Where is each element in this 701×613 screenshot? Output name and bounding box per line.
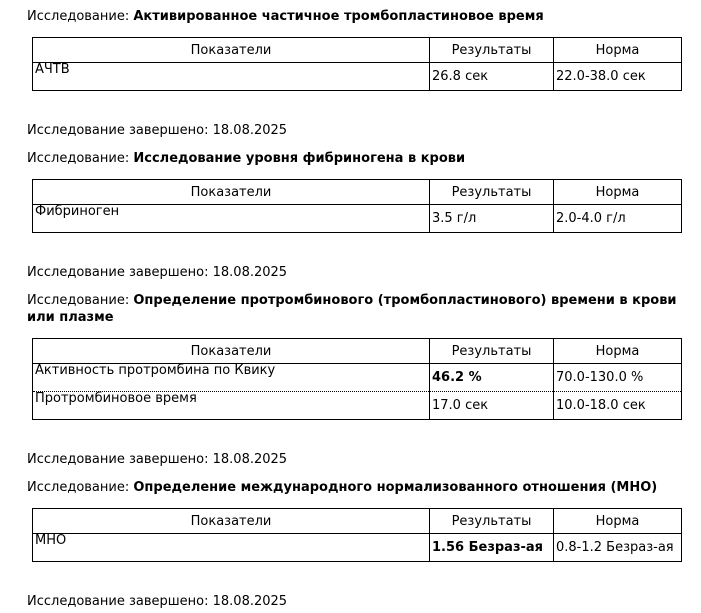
norm-range: 22.0-38.0 сек	[554, 63, 682, 91]
column-header-norm: Норма	[554, 339, 682, 364]
results-table	[32, 179, 682, 233]
indicator-name: Активность протромбина по Квику	[33, 364, 430, 392]
result-value: 17.0 сек	[430, 392, 554, 420]
results-table	[32, 37, 682, 91]
norm-range: 70.0-130.0 %	[554, 364, 682, 392]
indicator-name: Протромбиновое время	[33, 392, 430, 420]
indicator-name: Фибриноген	[33, 205, 430, 233]
table-row	[33, 364, 682, 392]
column-header-indicator: Показатели	[33, 509, 430, 534]
table-row	[33, 63, 682, 91]
study-title: Исследование уровня фибриногена в крови	[133, 151, 466, 166]
column-header-norm: Норма	[554, 509, 682, 534]
study-title: Определение международного нормализованного отношения (МНО)	[133, 480, 658, 495]
column-header-indicator: Показатели	[33, 180, 430, 205]
results-table	[32, 508, 682, 562]
completion-date: Исследование завершено: 18.08.2025	[27, 452, 288, 467]
results-table	[32, 338, 682, 420]
indicator-name: АЧТВ	[33, 63, 430, 91]
result-value: 26.8 сек	[430, 63, 554, 91]
norm-range: 0.8-1.2 Безраз-ая	[554, 534, 682, 562]
norm-range: 10.0-18.0 сек	[554, 392, 682, 420]
completion-date: Исследование завершено: 18.08.2025	[27, 123, 288, 138]
column-header-indicator: Показатели	[33, 38, 430, 63]
table-row	[33, 392, 682, 420]
result-value: 46.2 %	[430, 364, 554, 392]
norm-range: 2.0-4.0 г/л	[554, 205, 682, 233]
study-heading	[27, 292, 699, 326]
column-header-result: Результаты	[430, 38, 554, 63]
completion-date: Исследование завершено: 18.08.2025	[27, 265, 288, 280]
study-label: Исследование:	[27, 480, 130, 495]
column-header-norm: Норма	[554, 180, 682, 205]
result-value: 3.5 г/л	[430, 205, 554, 233]
study-title: Активированное частичное тромбопластиновое время	[133, 9, 544, 24]
study-title: Определение протромбинового (тромбопластинового) времени в крови или плазме	[27, 293, 677, 325]
study-label: Исследование:	[27, 9, 130, 24]
table-row	[33, 534, 682, 562]
column-header-result: Результаты	[430, 180, 554, 205]
study-label: Исследование:	[27, 293, 130, 308]
column-header-indicator: Показатели	[33, 339, 430, 364]
completion-date: Исследование завершено: 18.08.2025	[27, 594, 288, 609]
table-row	[33, 205, 682, 233]
column-header-norm: Норма	[554, 38, 682, 63]
study-label: Исследование:	[27, 151, 130, 166]
indicator-name: МНО	[33, 534, 430, 562]
study-heading	[27, 8, 699, 25]
column-header-result: Результаты	[430, 509, 554, 534]
result-value: 1.56 Безраз-ая	[430, 534, 554, 562]
study-heading	[27, 150, 699, 167]
study-heading	[27, 479, 699, 496]
column-header-result: Результаты	[430, 339, 554, 364]
